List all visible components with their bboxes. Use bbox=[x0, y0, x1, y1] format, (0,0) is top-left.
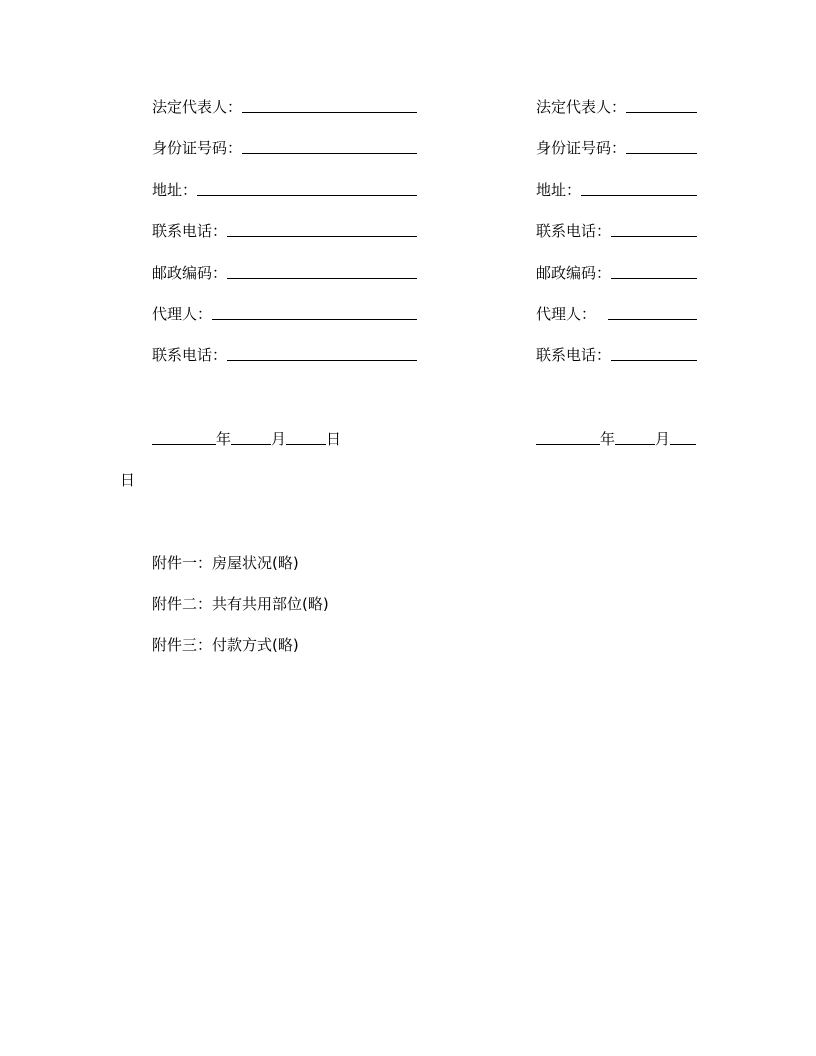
attachment-3: 附件三：付款方式(略) bbox=[152, 636, 299, 654]
fill-line[interactable] bbox=[227, 221, 417, 237]
field-label: 代理人： bbox=[536, 305, 597, 323]
field-label: 法定代表人： bbox=[536, 98, 627, 116]
day-blank[interactable] bbox=[286, 429, 326, 445]
fill-line[interactable] bbox=[227, 263, 417, 279]
fill-line[interactable] bbox=[611, 221, 697, 237]
left-address-field[interactable] bbox=[152, 179, 417, 201]
field-label: 地址： bbox=[536, 181, 582, 199]
right-agent-phone-field[interactable] bbox=[536, 344, 697, 366]
right-postcode-field[interactable] bbox=[536, 262, 697, 284]
day-blank[interactable] bbox=[670, 429, 696, 445]
left-id-number-field[interactable] bbox=[152, 137, 417, 159]
field-label: 邮政编码： bbox=[152, 264, 228, 282]
left-postcode-field[interactable] bbox=[152, 262, 417, 284]
fill-line[interactable] bbox=[608, 304, 697, 320]
fill-line[interactable] bbox=[242, 97, 417, 113]
fill-line[interactable] bbox=[626, 97, 697, 113]
field-label: 联系电话： bbox=[152, 222, 228, 240]
day-label: 日 bbox=[326, 430, 342, 448]
left-agent-phone-field[interactable] bbox=[152, 344, 417, 366]
fill-line[interactable] bbox=[212, 304, 417, 320]
right-agent-field[interactable] bbox=[536, 303, 697, 325]
year-blank[interactable] bbox=[536, 429, 600, 445]
attachment-2: 附件二：共有共用部位(略) bbox=[152, 595, 329, 613]
fill-line[interactable] bbox=[611, 263, 697, 279]
left-agent-field[interactable] bbox=[152, 303, 417, 325]
left-date-line bbox=[152, 428, 341, 450]
field-label: 代理人： bbox=[152, 305, 213, 323]
fill-line[interactable] bbox=[242, 138, 417, 154]
right-id-number-field[interactable] bbox=[536, 137, 697, 159]
fill-line[interactable] bbox=[581, 180, 697, 196]
month-label: 月 bbox=[271, 430, 287, 448]
month-blank[interactable] bbox=[615, 429, 655, 445]
left-legal-representative-field[interactable] bbox=[152, 96, 417, 118]
right-phone-field[interactable] bbox=[536, 220, 697, 242]
year-label: 年 bbox=[216, 430, 232, 448]
field-label: 邮政编码： bbox=[536, 264, 612, 282]
year-blank[interactable] bbox=[152, 429, 216, 445]
fill-line[interactable] bbox=[197, 180, 417, 196]
field-label: 联系电话： bbox=[536, 346, 612, 364]
fill-line[interactable] bbox=[626, 138, 697, 154]
fill-line[interactable] bbox=[611, 345, 697, 361]
right-legal-representative-field[interactable] bbox=[536, 96, 697, 118]
month-label: 月 bbox=[655, 430, 671, 448]
field-label: 联系电话： bbox=[536, 222, 612, 240]
right-day-label-wrapped: 日 bbox=[120, 471, 136, 489]
field-label: 身份证号码： bbox=[152, 139, 243, 157]
right-address-field[interactable] bbox=[536, 179, 697, 201]
left-phone-field[interactable] bbox=[152, 220, 417, 242]
field-label: 身份证号码： bbox=[536, 139, 627, 157]
month-blank[interactable] bbox=[231, 429, 271, 445]
field-label: 联系电话： bbox=[152, 346, 228, 364]
right-date-line bbox=[536, 428, 696, 450]
field-label: 地址： bbox=[152, 181, 198, 199]
fill-line[interactable] bbox=[227, 345, 417, 361]
attachment-1: 附件一：房屋状况(略) bbox=[152, 554, 299, 572]
field-label: 法定代表人： bbox=[152, 98, 243, 116]
year-label: 年 bbox=[600, 430, 616, 448]
